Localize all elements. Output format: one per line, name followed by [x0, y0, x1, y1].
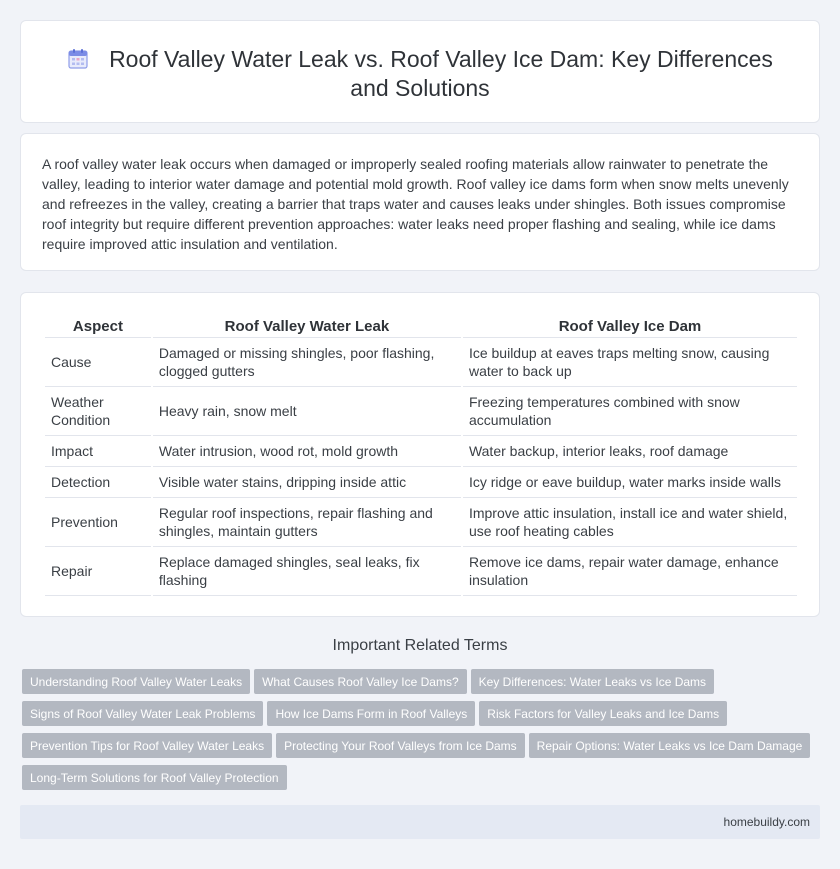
table-row	[45, 547, 797, 596]
cell-aspect: Weather Condition	[45, 387, 151, 436]
cell-aspect: Detection	[45, 467, 151, 498]
related-term-tag[interactable]: Protecting Your Roof Valleys from Ice Dams	[276, 733, 525, 758]
related-term-tag[interactable]: Signs of Roof Valley Water Leak Problems	[22, 701, 263, 726]
cell-water-leak: Regular roof inspections, repair flashing and shingles, maintain gutters	[153, 498, 461, 547]
cell-ice-dam: Icy ridge or eave buildup, water marks inside walls	[463, 467, 797, 498]
table-header-row	[45, 313, 797, 338]
footer-site-link[interactable]: homebuildy.com	[723, 815, 810, 829]
header-ice-dam: Roof Valley Ice Dam	[463, 313, 797, 338]
table-row	[45, 498, 797, 547]
cell-ice-dam: Remove ice dams, repair water damage, enhance insulation	[463, 547, 797, 596]
header-water-leak: Roof Valley Water Leak	[153, 313, 461, 338]
cell-ice-dam: Water backup, interior leaks, roof damage	[463, 436, 797, 467]
related-term-tag[interactable]: Repair Options: Water Leaks vs Ice Dam Damage	[529, 733, 811, 758]
cell-water-leak: Visible water stains, dripping inside attic	[153, 467, 461, 498]
page-title	[61, 45, 779, 103]
footer	[20, 805, 820, 839]
cell-aspect: Cause	[45, 338, 151, 387]
header-aspect: Aspect	[45, 313, 151, 338]
cell-water-leak: Heavy rain, snow melt	[153, 387, 461, 436]
page-title-text: Roof Valley Water Leak vs. Roof Valley Ice Dam: Key Differences and Solutions	[109, 46, 773, 101]
table-row	[45, 467, 797, 498]
related-terms-heading: Important Related Terms	[332, 637, 508, 654]
header-card	[20, 20, 820, 123]
cell-aspect: Prevention	[45, 498, 151, 547]
cell-ice-dam: Improve attic insulation, install ice and water shield, use roof heating cables	[463, 498, 797, 547]
table-row	[45, 436, 797, 467]
cell-water-leak: Replace damaged shingles, seal leaks, fix flashing	[153, 547, 461, 596]
comparison-card	[20, 292, 820, 617]
table-row	[45, 387, 797, 436]
cell-water-leak: Water intrusion, wood rot, mold growth	[153, 436, 461, 467]
intro-card	[20, 133, 820, 271]
intro-paragraph: A roof valley water leak occurs when damaged or improperly sealed roofing materials allow rainwater to penetrate the valley, leading to interior water damage and potential mold growth. Roof valley ice dams form when snow melts unevenly and refreezes in the valley, creating a barrier that traps water and causes leaks under shingles. Both issues compromise roof integrity but require different prevention approaches: water leaks need proper flashing and sealing, while ice dams require improved attic insulation and ventilation.	[42, 156, 789, 252]
related-term-tag[interactable]: Understanding Roof Valley Water Leaks	[22, 669, 250, 694]
cell-aspect: Repair	[45, 547, 151, 596]
related-term-tag[interactable]: Long-Term Solutions for Roof Valley Protection	[22, 765, 287, 790]
cell-water-leak: Damaged or missing shingles, poor flashing, clogged gutters	[153, 338, 461, 387]
calendar-icon	[67, 48, 89, 70]
related-term-tag[interactable]: What Causes Roof Valley Ice Dams?	[254, 669, 467, 694]
related-term-tag[interactable]: Key Differences: Water Leaks vs Ice Dams	[471, 669, 714, 694]
related-term-tag[interactable]: How Ice Dams Form in Roof Valleys	[267, 701, 475, 726]
comparison-table	[43, 313, 799, 596]
cell-ice-dam: Ice buildup at eaves traps melting snow, causing water to back up	[463, 338, 797, 387]
related-term-tag[interactable]: Prevention Tips for Roof Valley Water Leaks	[22, 733, 272, 758]
cell-ice-dam: Freezing temperatures combined with snow accumulation	[463, 387, 797, 436]
related-term-tag[interactable]: Risk Factors for Valley Leaks and Ice Dams	[479, 701, 727, 726]
related-terms-list	[22, 669, 822, 797]
table-row	[45, 338, 797, 387]
cell-aspect: Impact	[45, 436, 151, 467]
